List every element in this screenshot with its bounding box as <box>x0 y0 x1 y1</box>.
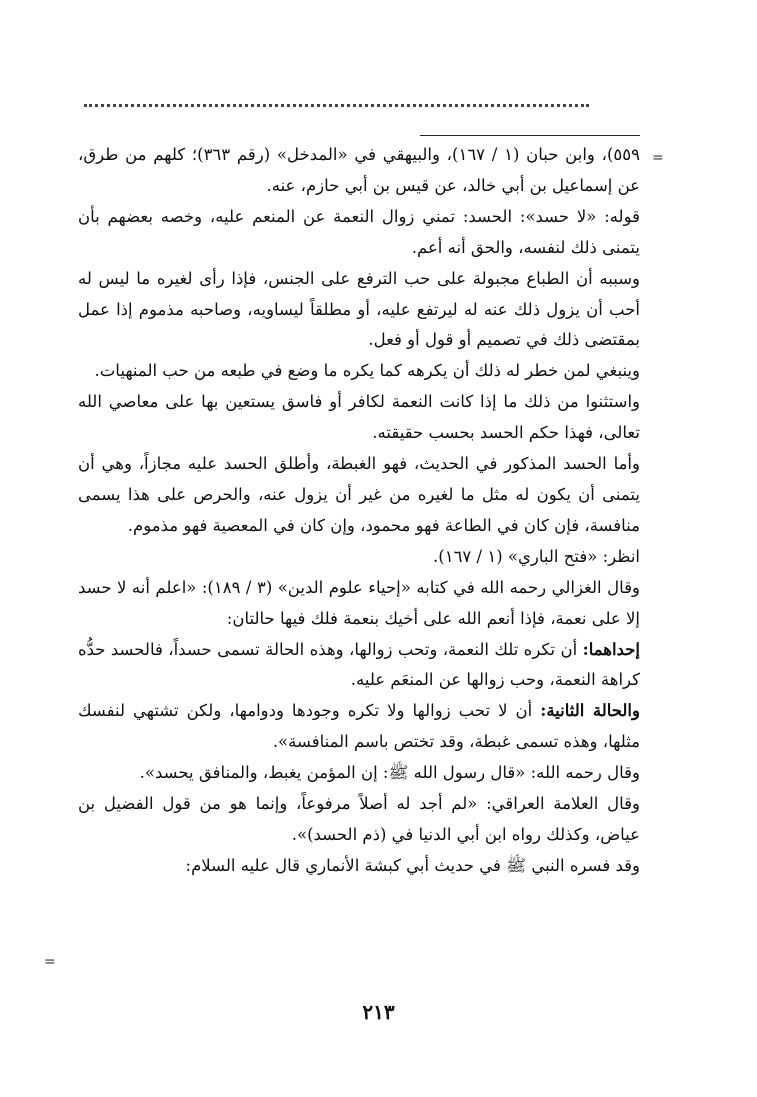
paragraph-citation: ٥٥٩)، وابن حبان (١ / ١٦٧)، والبيهقي في «المدخل» (رقم ٣٦٣)؛ كلهم من طرق، عن إسماعيل بن أبي خالد، عن قيس بن أبي حازم، عنه. <box>78 145 640 195</box>
page-body-text <box>78 140 640 882</box>
paragraph-reference: انظر: «فتح الباري» (١ / ١٦٧). <box>433 546 640 566</box>
paragraph-second-state: والحالة الثانية: أن لا تحب زوالها ولا تكره وجودها ودوامها، ولكن تشتهي لنفسك مثلها، وهذه تسمى غبطة، وقد تختص باسم المنافسة». <box>78 701 640 752</box>
margin-mark-bottom: = <box>44 954 56 970</box>
page-number: ٢١٣ <box>362 1000 395 1024</box>
paragraph-hasad-definition: قوله: «لا حسد»: الحسد: تمني زوال النعمة عن المنعم عليه، وخصه بعضهم بأن يتمنى ذلك لنفسه، والحق أنه أعم. <box>78 206 640 257</box>
header-dotted-line <box>84 104 589 107</box>
second-state-lead: والحالة الثانية: <box>540 701 640 721</box>
paragraph-first-state: إحداهما: أن تكره تلك النعمة، وتحب زوالها، وهذه الحالة تسمى حسداً، فالحسد حدُّه كراهة النعمة، وحب زوالها عن المنعَم عليه. <box>78 639 640 690</box>
paragraph-exception: واستثنوا من ذلك ما إذا كانت النعمة لكافر أو فاسق يستعين بها على معاصي الله تعالى، فهذا حكم الحسد بحسب حقيقته. <box>78 392 640 443</box>
paragraph-hadith-quote: وقال رحمه الله: «قال رسول الله ﷺ: إن المؤمن يغبط، والمنافق يحسد». <box>139 763 640 783</box>
paragraph-ghazali: وقال الغزالي رحمه الله في كتابه «إحياء علوم الدين» (٣ / ١٨٩): «اعلم أنه لا حسد إلا على نعمة، فإذا أنعم الله على أخيك بنعمة فلك فيها حالتان: <box>78 577 640 628</box>
paragraph-abu-kabsha: وقد فسره النبي ﷺ في حديث أبي كبشة الأنماري قال عليه السلام: <box>185 855 640 875</box>
paragraph-cause: وسببه أن الطباع مجبولة على حب الترفع على الجنس، فإذا رأى لغيره ما ليس له أحب أن يزول ذلك عنه له ليرتفع عليه، أو مطلقاً ليساويه، وصاحبه مذموم إذا عمل بمقتضى ذلك في تصميم أو قول أو فعل. <box>78 268 640 350</box>
footnote-separator-rule <box>420 135 640 136</box>
first-state-lead: إحداهما: <box>582 639 640 659</box>
margin-mark-top: = <box>652 150 664 166</box>
paragraph-ghibta: وأما الحسد المذكور في الحديث، فهو الغبطة، وأطلق الحسد عليه مجازاً، وهي أن يتمنى أن يكون له مثل ما لغيره من غير أن يزول عنه، والحرص على هذا يسمى منافسة، فإن كان في الطاعة فهو محمود، وإن كان في المعصية فهو مذموم. <box>78 454 640 535</box>
paragraph-advice: وينبغي لمن خطر له ذلك أن يكرهه كما يكره ما وضع في طبعه من حب المنهيات. <box>94 361 640 381</box>
paragraph-iraqi: وقال العلامة العراقي: «لم أجد له أصلاً مرفوعاً، وإنما هو من قول الفضيل بن عياض، وكذلك رواه ابن أبي الدنيا في (ذم الحسد)». <box>78 794 640 844</box>
